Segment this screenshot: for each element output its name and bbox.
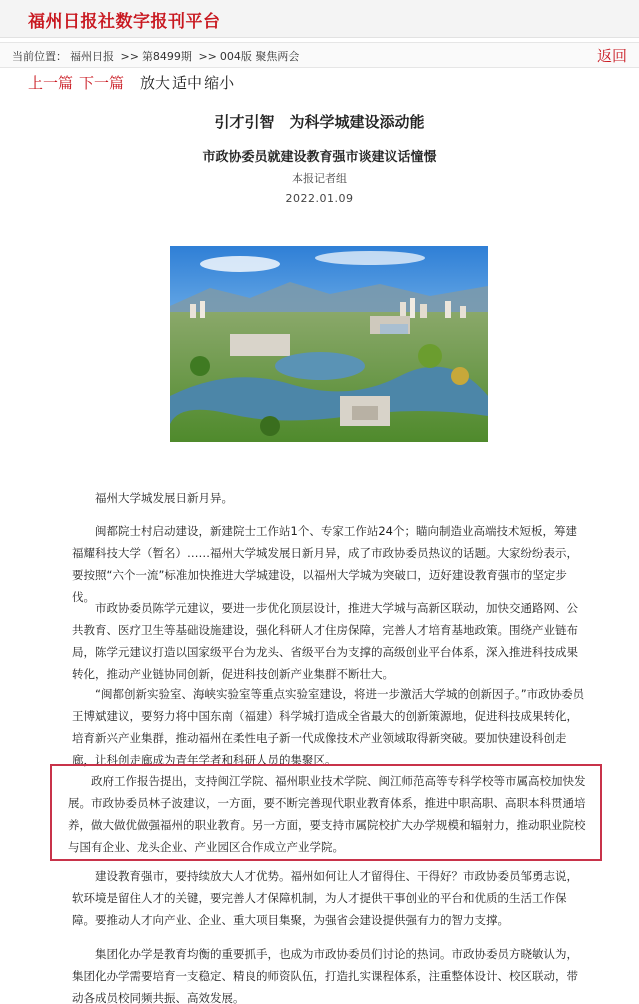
breadcrumb-page-link[interactable]: 004版 聚焦两会 bbox=[219, 50, 300, 63]
zoom-in-button[interactable]: 放大 bbox=[140, 74, 171, 92]
breadcrumb-separator: >> bbox=[198, 50, 217, 63]
prev-article-link[interactable]: 上一篇 bbox=[28, 74, 74, 92]
next-article-link[interactable]: 下一篇 bbox=[79, 74, 125, 92]
article-subhead: 市政协委员就建设教育强市谈建议话憧憬 bbox=[202, 150, 437, 165]
back-link[interactable]: 返回 bbox=[596, 47, 627, 65]
breadcrumb-issue-link[interactable]: 第8499期 bbox=[141, 50, 192, 63]
zoom-out-button[interactable]: 缩小 bbox=[204, 74, 235, 92]
breadcrumb-paper-link[interactable]: 福州日报 bbox=[70, 50, 114, 63]
article-date: 2022.01.09 bbox=[285, 192, 354, 205]
article-toolbar bbox=[28, 72, 236, 96]
article-paragraph: 建设教育强市，要持续放大人才优势。福州如何让人才留得住、干得好？市政协委员邹勇志说，软环境是留住人才的关键，要完善人才保障机制，为人才提供干事创业的平台和优质的生活工作保障。要推动人才向产业、企业、重大项目集聚，为强省会建设提供强有力的智力支撑。 bbox=[72, 869, 578, 927]
article-headline: 引才引智 为科学城建设添动能 bbox=[214, 113, 425, 131]
breadcrumb-bar bbox=[0, 42, 639, 68]
article-photo bbox=[170, 246, 488, 442]
article-paragraph: 集团化办学是教育均衡的重要抓手，也成为市政协委员们讨论的热词。市政协委员方晓敏认为，集团化办学需要培育一支稳定、精良的师资队伍，打造扎实课程体系，注重整体设计、校区联动，带动各成员校同频共振、高效发展。 bbox=[72, 947, 578, 1004]
article-paragraph: 福州大学城发展日新月异。 bbox=[95, 491, 233, 505]
top-header bbox=[0, 0, 639, 38]
article-author: 本报记者组 bbox=[292, 172, 347, 185]
zoom-fit-button[interactable]: 适中 bbox=[172, 74, 203, 92]
article-paragraph: “闽都创新实验室、海峡实验室等重点实验室建设，将进一步激活大学城的创新因子。”市政协委员王博斌建议，要努力将中国东南（福建）科学城打造成全省最大的创新策源地，促进科技成果转化，培育新兴产业集群，推动福州在柔性电子新一代成像技术产业领域取得新突破。要加快建设科创走廊，让科创走廊成为青年学者和科研人员的集聚区。 bbox=[72, 687, 585, 767]
breadcrumb-separator: >> bbox=[120, 50, 139, 63]
breadcrumb bbox=[12, 48, 302, 64]
article-paragraph: 市政协委员陈学元建议，要进一步优化顶层设计，推进大学城与高新区联动，加快交通路网、公共教育、医疗卫生等基础设施建设，强化科研人才住房保障，完善人才培育基地政策。围绕产业链布局，陈学元建议打造以国家级平台为龙头、省级平台为支撑的高级创业平台体系，深入推进科技成果转化，推动产业链协同创新，促进科技创新产业集群不断壮大。 bbox=[72, 601, 578, 681]
article-paragraph: 闽都院士村启动建设，新建院士工作站1个、专家工作站24个；瞄向制造业高端技术短板，筹建福耀科技大学（暂名）……福州大学城发展日新月异，成了市政协委员热议的话题。大家纷纷表示，要按照“六个一流”标准加快推进大学城建设，以福州大学城为突破口，迈好建设教育强市的坚定步伐。 bbox=[72, 524, 578, 604]
breadcrumb-label: 当前位置： bbox=[12, 50, 67, 63]
article-paragraph-highlighted: 政府工作报告提出，支持闽江学院、福州职业技术学院、闽江师范高等专科学校等市属高校加快发展。市政协委员林子波建议，一方面，要不断完善现代职业教育体系，推进中职高职、高职本科贯通培养，做大做优做强福州的职业教育。另一方面，要支持市属院校扩大办学规模和辐射力，推动职业院校与国有企业、龙头企业、产业园区合作成立产业学院。 bbox=[68, 774, 586, 854]
site-title[interactable]: 福州日报社数字报刊平台 bbox=[28, 12, 221, 32]
